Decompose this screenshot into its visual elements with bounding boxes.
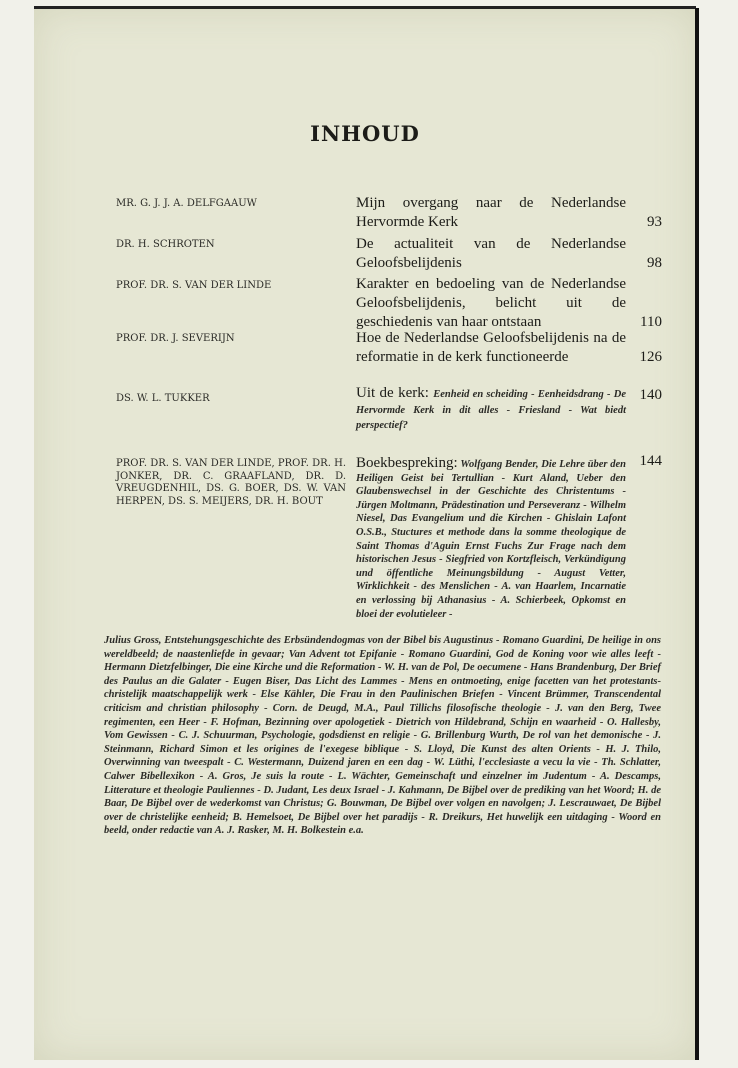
toc-entry (356, 275, 662, 332)
toc-entry-kerk (356, 386, 662, 433)
document-page (34, 8, 696, 1060)
entry-page-number: 140 (639, 387, 662, 403)
entry-page-number: 110 (640, 314, 662, 330)
entry-page-number: 126 (639, 349, 662, 365)
section-lead: Boekbespreking: (356, 455, 458, 471)
entry-page-number: 93 (647, 214, 662, 230)
toc-entry (356, 329, 662, 367)
review-text-body: Julius Gross, Entstehungsgeschichte des Erbsündendogmas von der Bibel bis Augustinus - Romano Guardini, De heilige in ons wereldbeeld; de naastenliefde in gevaar; Van Advent tot Epifanie - Romano Guardini, God de Koning voor wie alles leeft - Hermann Dietzfelbinger, Die eine Kirche und die Reformation - W. H. van de Pol, De oecumene - Hans Brandenburg, Der Brief des Paulus an die Galater - Eugen Biser, Das Licht des Lammes - Mens en ontmoeting, enige facetten van het protestants-christelijk maatschappelijk werk - Else Kähler, Die Frau in den Paulinischen Briefen - Vincent Brümmer, Transcendental criticism and christian philosophy - Corn. de Deugd, M.A., Paul Tillichs filosofische theologie - J. van den Berg, Twee regimenten, een Heer - F. Hofman, Bezinning over apologetiek - Dietrich von Hildebrand, Schijn en waarheid - O. Hallesby, Vom Gewissen - C. J. Schuurman, Psychologie, godsdienst en religie - G. Brillenburg Wurth, De rol van het demonische - J. Steinmann, Richard Simon et les origines de l'exegese biblique - S. Lloyd, Die Kunst des alten Orients - H. J. Thilo, Overwinning van tweespalt - C. Westermann, Duizend jaren en een dag - W. Lüthi, l'ecclesiaste a vecu la vie - Th. Schlatter, Calwer Bibellexikon - A. Gros, Je suis la route - L. Wächter, Gemeinschaft und einzelner im Judentum - A. Descamps, Litterature et theologie Pauliennes - D. Judant, Les deux Israel - J. Kahmann, De Bijbel over de prediking van het Woord; H. de Baar, De Bijbel over de wederkomst van Christus; G. Bouwman, De Bijbel over volgen en navolgen; J. Lescrauwaet, De Bijbel over de christelijke eenheid; B. Hemelsoet, De Bijbel over het paradijs - R. Dreikurs, Het huwelijk een uitdaging - Woord en beeld, onder redactie van A. J. Rasker, M. H. Bolkestein e.a. (104, 635, 661, 837)
entry-author: MR. G. J. J. A. DELFGAAUW (116, 198, 257, 209)
entry-title: Karakter en bedoeling van de Nederlandse Geloofsbelijdenis, belicht uit de geschiedenis van haar ontstaan (356, 276, 626, 330)
review-text-head: Wolfgang Bender, Die Lehre über den Heiligen Geist bei Tertullian - Kurt Aland, Ueber den Glaubenswechsel in der Geschichte des Christentums - Jürgen Moltmann, Prädestination und Perseveranz - Wilhelm Niesel, Das Evangelium und die Kirchen - Ghislain Lafont O.S.B., Stuctures et methode dans la somme theologique de Saint Thomas d'Aguin Ernst Fuchs Zur Frage nach dem historischen Jesus - Siegfried von Kortzfleisch, Verkündigung und öffentliche Meinungsbildung - August Vetter, Wirklichkeit - des Menslichen - A. van Haarlem, Incarnatie en verlossing bij Athanasius - A. Schierbeek, Opkomst en bloei der evolutieleer - (356, 459, 626, 620)
entry-page-number: 144 (639, 453, 662, 469)
page-title: INHOUD (310, 121, 420, 146)
entry-page-number: 98 (647, 255, 662, 271)
review-entry (356, 453, 662, 621)
entry-author: DR. H. SCHROTEN (116, 239, 215, 250)
review-authors: PROF. DR. S. VAN DER LINDE, PROF. DR. H. JONKER, DR. C. GRAAFLAND, DR. D. VREUGDENHIL, DS. G. BOER, DS. W. VAN HERPEN, DS. S. MEIJERS, DR. H. BOUT (116, 458, 346, 507)
entry-author: PROF. DR. S. VAN DER LINDE (116, 280, 272, 291)
section-text: Eenheid en scheiding - Eenheidsdrang - De Hervormde Kerk in dit alles - Friesland - Wat biedt perspectief? (356, 389, 626, 432)
entry-title: De actualiteit van de Nederlandse Geloofsbelijdenis (356, 236, 626, 271)
entry-title: Hoe de Nederlandse Geloofsbelijdenis na de reformatie in de kerk functioneerde (356, 330, 626, 365)
section-lead: Uit de kerk: (356, 385, 429, 401)
toc-entry (356, 235, 662, 273)
toc-entry (356, 194, 662, 232)
entry-author: DS. W. L. TUKKER (116, 393, 210, 404)
entry-title: Mijn overgang naar de Nederlandse Hervormde Kerk (356, 195, 626, 230)
entry-author: PROF. DR. J. SEVERIJN (116, 333, 235, 344)
